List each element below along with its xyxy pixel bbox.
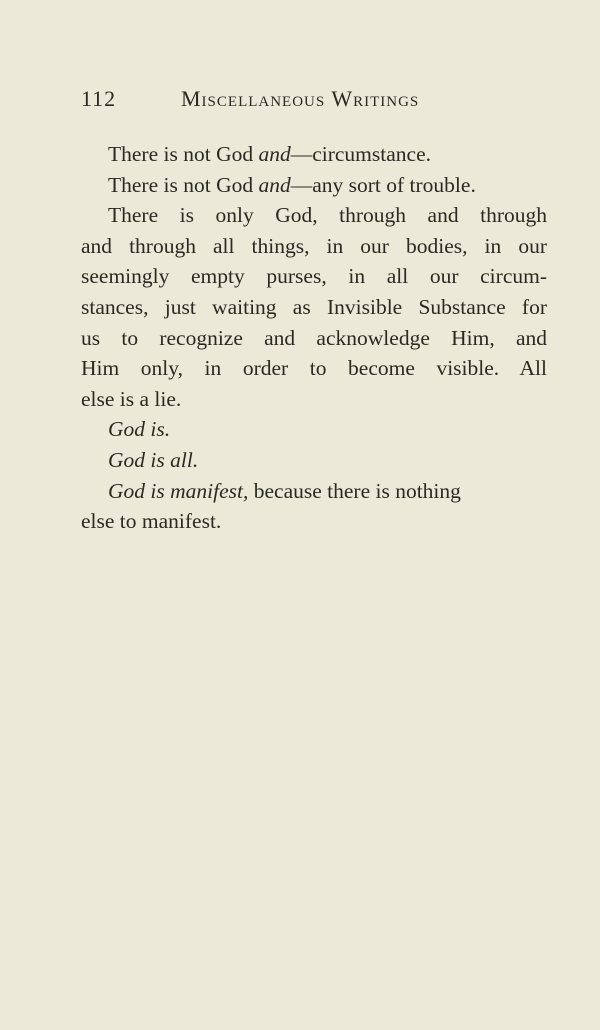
text-line: stances, just waiting as Invisible Substance for <box>81 294 547 319</box>
text-line <box>81 139 547 170</box>
text: because there is nothing <box>248 478 461 503</box>
text-line: seemingly empty purses, in all our circum- <box>81 264 547 289</box>
italic-text: God is all. <box>108 447 199 472</box>
text-line: else is a lie. <box>81 386 182 411</box>
running-title: Miscellaneous Writings <box>181 86 420 111</box>
text-line <box>81 414 547 445</box>
text-line: and through all things, in our bodies, in our <box>81 233 547 258</box>
italic-text: and <box>258 142 291 166</box>
text-line <box>81 170 547 201</box>
italic-text: God is manifest, <box>108 478 249 503</box>
text-line: There is only God, through and through <box>108 203 547 228</box>
text-line: else to manifest. <box>81 509 222 534</box>
text-line <box>81 476 547 507</box>
text-line: us to recognize and acknowledge Him, and <box>81 325 547 350</box>
page-number: 112 <box>81 86 117 111</box>
text: —any sort of trouble. <box>290 172 476 197</box>
italic-text: God is. <box>108 417 171 442</box>
text: There is not God <box>108 172 259 197</box>
italic-text: and <box>258 172 291 197</box>
text-line <box>81 445 547 476</box>
page-body <box>81 139 547 537</box>
text: —circumstance. <box>290 142 432 166</box>
text: There is not God <box>108 142 259 166</box>
text-line: Him only, in order to become visible. All <box>81 356 547 381</box>
